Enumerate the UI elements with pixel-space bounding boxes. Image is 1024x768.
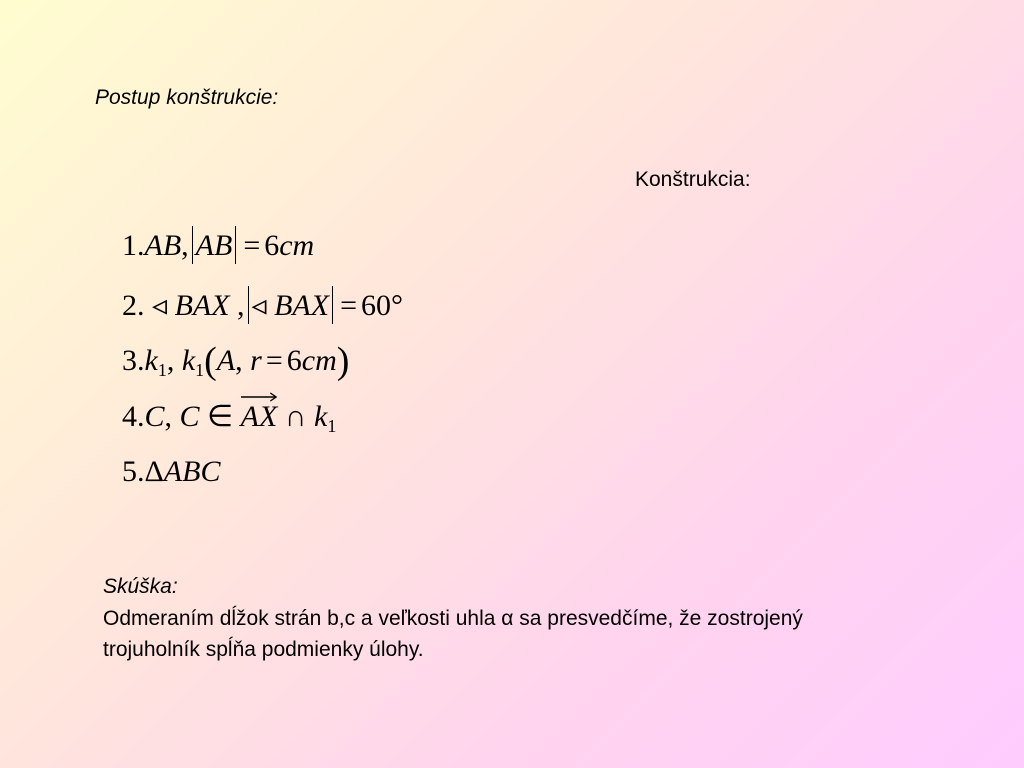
abs-bar-left — [192, 226, 193, 264]
vector-arrow-icon — [241, 392, 278, 402]
slide-title: Postup konštrukcie: — [95, 86, 279, 109]
check-text-line-2: trojuholník spĺňa podmienky úlohy. — [103, 638, 424, 661]
step-3: $3.k_1$, $k_1(A$, r = 6cm) — [122, 340, 350, 382]
ray-ax: AX — [241, 402, 278, 432]
check-text-line-1: Odmeraním dĺžok strán b,c a veľkosti uhla α sa presvedčíme, že zostrojený — [103, 606, 803, 630]
step-5: 5.ΔABC — [122, 455, 221, 488]
angle-symbol: ◃ — [152, 289, 168, 322]
abs-bar-left — [248, 286, 249, 324]
construction-label: Konštrukcia: — [635, 168, 751, 191]
step-4: 4.C, C ∈ AX ∩ $k_1$ — [122, 402, 336, 435]
check-section — [103, 571, 1003, 666]
step-1: 1.AB, AB = 6cm — [122, 226, 314, 264]
abs-bar-right — [332, 286, 333, 324]
check-title: Skúška: — [103, 575, 178, 598]
angle-symbol: ◃ — [251, 289, 267, 322]
abs-bar-right — [235, 226, 236, 264]
step-2: 2. ◃ BAX , ◃ BAX = 60° — [122, 286, 403, 324]
